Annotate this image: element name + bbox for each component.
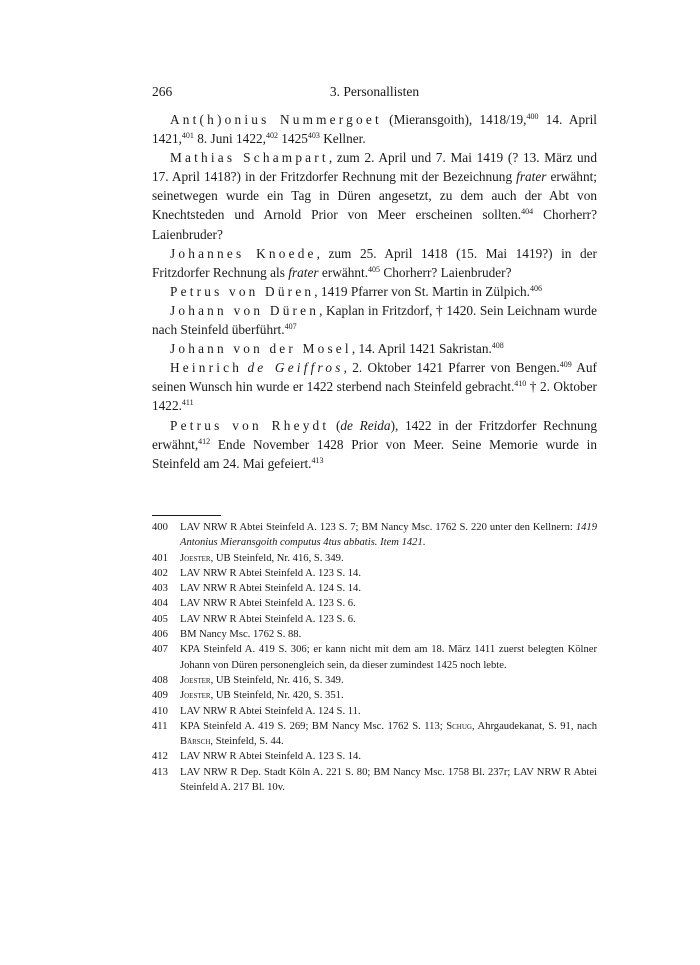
footnote-ref[interactable]: 412	[198, 436, 211, 446]
entry: Johann von Düren, Kaplan in Fritzdorf, † 1420. Sein Leichnam wurde nach Steinfeld überführt.$^{407}$	[152, 302, 597, 338]
main-text	[152, 110, 597, 473]
person-name: Mathias Schampart	[170, 150, 329, 166]
footnote-text: LAV NRW R Abtei Steinfeld A. 123 S. 6.	[180, 613, 356, 625]
footnote-number: 402	[152, 567, 168, 579]
footnote-number: 411	[152, 720, 168, 732]
footnote-number: 405	[152, 613, 168, 625]
footnote	[152, 765, 597, 796]
footnote-text: LAV NRW R Abtei Steinfeld A. 123 S. 7; BM Nancy Msc. 1762 S. 220 unter den Kellnern: 1419 Antonius Mieransgoith computus 4tus abbatis. Item 1421.	[180, 522, 597, 549]
footnote	[152, 612, 597, 627]
page	[152, 84, 597, 473]
entry: Petrus von Rheydt (de Reida), 1422 in der Fritzdorfer Rechnung erwähnt,$^{412}$ Ende November 1428 Prior von Meer. Seine Memorie wurde in Steinfeld am 24. Mai gefeiert.$^{413}$	[152, 417, 597, 471]
person-name: Petrus von Rheydt	[170, 417, 330, 433]
footnote-ref[interactable]: 401	[181, 131, 194, 141]
footnote-text: LAV NRW R Abtei Steinfeld A. 123 S. 14.	[180, 567, 361, 579]
footnote-ref[interactable]: 402	[265, 131, 278, 141]
footnote-ref[interactable]: 400	[526, 112, 539, 121]
entry: Johann von der Mosel, 14. April 1421 Sakristan.$^{408}$	[170, 341, 504, 357]
footnote-number: 410	[152, 705, 168, 717]
footnote-number: 400	[152, 522, 168, 533]
footnote-divider	[152, 515, 221, 516]
page-number: 266	[152, 84, 173, 99]
footnote-text: Joester, UB Steinfeld, Nr. 420, S. 351.	[180, 690, 344, 702]
entry: Ant(h)onius Nummergoet (Mieransgoith), 1418/19,$^{400}$ 14. April 1421,$^{401}$ 8. Juni 1422,$^{402}$ 1425$^{403}$ Kellner.	[152, 112, 597, 147]
footnote-ref[interactable]: 409	[559, 360, 572, 370]
person-name: Johann von Düren	[170, 302, 320, 318]
footnote-ref[interactable]: 407	[284, 322, 297, 332]
footnote	[152, 642, 597, 673]
footnote-number: 408	[152, 674, 168, 686]
footnote-number: 401	[152, 552, 168, 564]
person-name: Johannes Knoede	[170, 245, 317, 261]
footnote-text: LAV NRW R Dep. Stadt Köln A. 221 S. 80; BM Nancy Msc. 1758 Bl. 237r; LAV NRW R Abtei Steinfeld A. 217 Bl. 10v.	[180, 766, 597, 794]
person-name: Petrus von Düren	[170, 283, 315, 299]
footnote-ref[interactable]: 403	[307, 131, 320, 141]
footnote	[152, 627, 597, 642]
footnote	[152, 581, 597, 596]
footnote	[152, 673, 597, 688]
footnote-ref[interactable]: 410	[514, 379, 527, 389]
person-name: Johann von der Mosel	[170, 341, 352, 357]
footnote-ref[interactable]: 404	[521, 207, 534, 217]
person-name: Heinrich	[170, 360, 243, 376]
entry: Heinrich de Geiffros, 2. Oktober 1421 Pfarrer von Bengen.$^{409}$ Auf seinen Wunsch hin wurde er 1422 sterbend nach Steinfeld gebracht.$^{410}$ † 2. Oktober 1422.$^{411}$	[152, 360, 597, 414]
footnote-text: KPA Steinfeld A. 419 S. 306; er kann nicht mit dem am 18. März 1411 zuerst belegten Kölner Johann von Düren personengleich sein, da dieser zumindest 1425 noch lebte.	[180, 644, 597, 671]
footnote-text: LAV NRW R Abtei Steinfeld A. 123 S. 6.	[180, 598, 356, 610]
footnote-ref[interactable]: 406	[529, 283, 542, 293]
footnote-number: 406	[152, 629, 168, 641]
footnote-text: LAV NRW R Abtei Steinfeld A. 124 S. 14.	[180, 583, 361, 595]
footnote-number: 403	[152, 583, 168, 595]
page-header	[152, 84, 597, 102]
footnote	[152, 596, 597, 611]
footnote-number: 413	[152, 766, 168, 778]
footnote-text: Joester, UB Steinfeld, Nr. 416, S. 349.	[180, 552, 344, 564]
footnote-text: Joester, UB Steinfeld, Nr. 416, S. 349.	[180, 674, 344, 686]
person-name-italic: de Geiffros	[247, 360, 344, 376]
footnote	[152, 704, 597, 719]
footnote	[152, 566, 597, 581]
footnote-ref[interactable]: 413	[311, 455, 324, 465]
footnote-text: LAV NRW R Abtei Steinfeld A. 124 S. 11.	[180, 705, 361, 717]
entry: Mathias Schampart, zum 2. April und 7. Mai 1419 (? 13. März und 17. April 1418?) in der Fritzdorfer Rechnung mit der Bezeichnung frater erwähnt; seinetwegen wurde ein Tag in Düren angesetzt, zu dem auch der Abt von Knechtsteden und Arnold Prior von Meer erscheinen sollten.$^{404}$ Chorherr? Laienbruder?	[152, 150, 597, 242]
entry: Petrus von Düren, 1419 Pfarrer von St. Martin in Zülpich.$^{406}$	[170, 283, 542, 299]
footnote-number: 412	[152, 751, 168, 763]
footnote-ref[interactable]: 405	[368, 264, 381, 274]
person-name: Ant(h)onius Nummergoet	[170, 112, 382, 127]
running-title: 3. Personallisten	[329, 84, 420, 99]
footnote-ref[interactable]: 411	[181, 398, 194, 408]
footnote	[152, 551, 597, 566]
footnote	[152, 520, 597, 551]
footnote-number: 404	[152, 598, 168, 610]
footnote-text: LAV NRW R Abtei Steinfeld A. 123 S. 14.	[180, 751, 361, 763]
footnote-text: BM Nancy Msc. 1762 S. 88.	[180, 629, 302, 641]
footnote-ref[interactable]: 408	[491, 341, 504, 351]
footnote	[152, 749, 597, 764]
footnote-text: KPA Steinfeld A. 419 S. 269; BM Nancy Msc. 1762 S. 113; Schug, Ahrgaudekanat, S. 91, nach Bärsch, Steinfeld, S. 44.	[180, 720, 597, 748]
footnotes	[152, 520, 597, 795]
footnote-number: 407	[152, 644, 168, 656]
footnote-number: 409	[152, 690, 168, 702]
entry: Johannes Knoede, zum 25. April 1418 (15. Mai 1419?) in der Fritzdorfer Rechnung als frater erwähnt.$^{405}$ Chorherr? Laienbruder?	[152, 245, 597, 280]
footnote	[152, 719, 597, 750]
footnote	[152, 688, 597, 703]
